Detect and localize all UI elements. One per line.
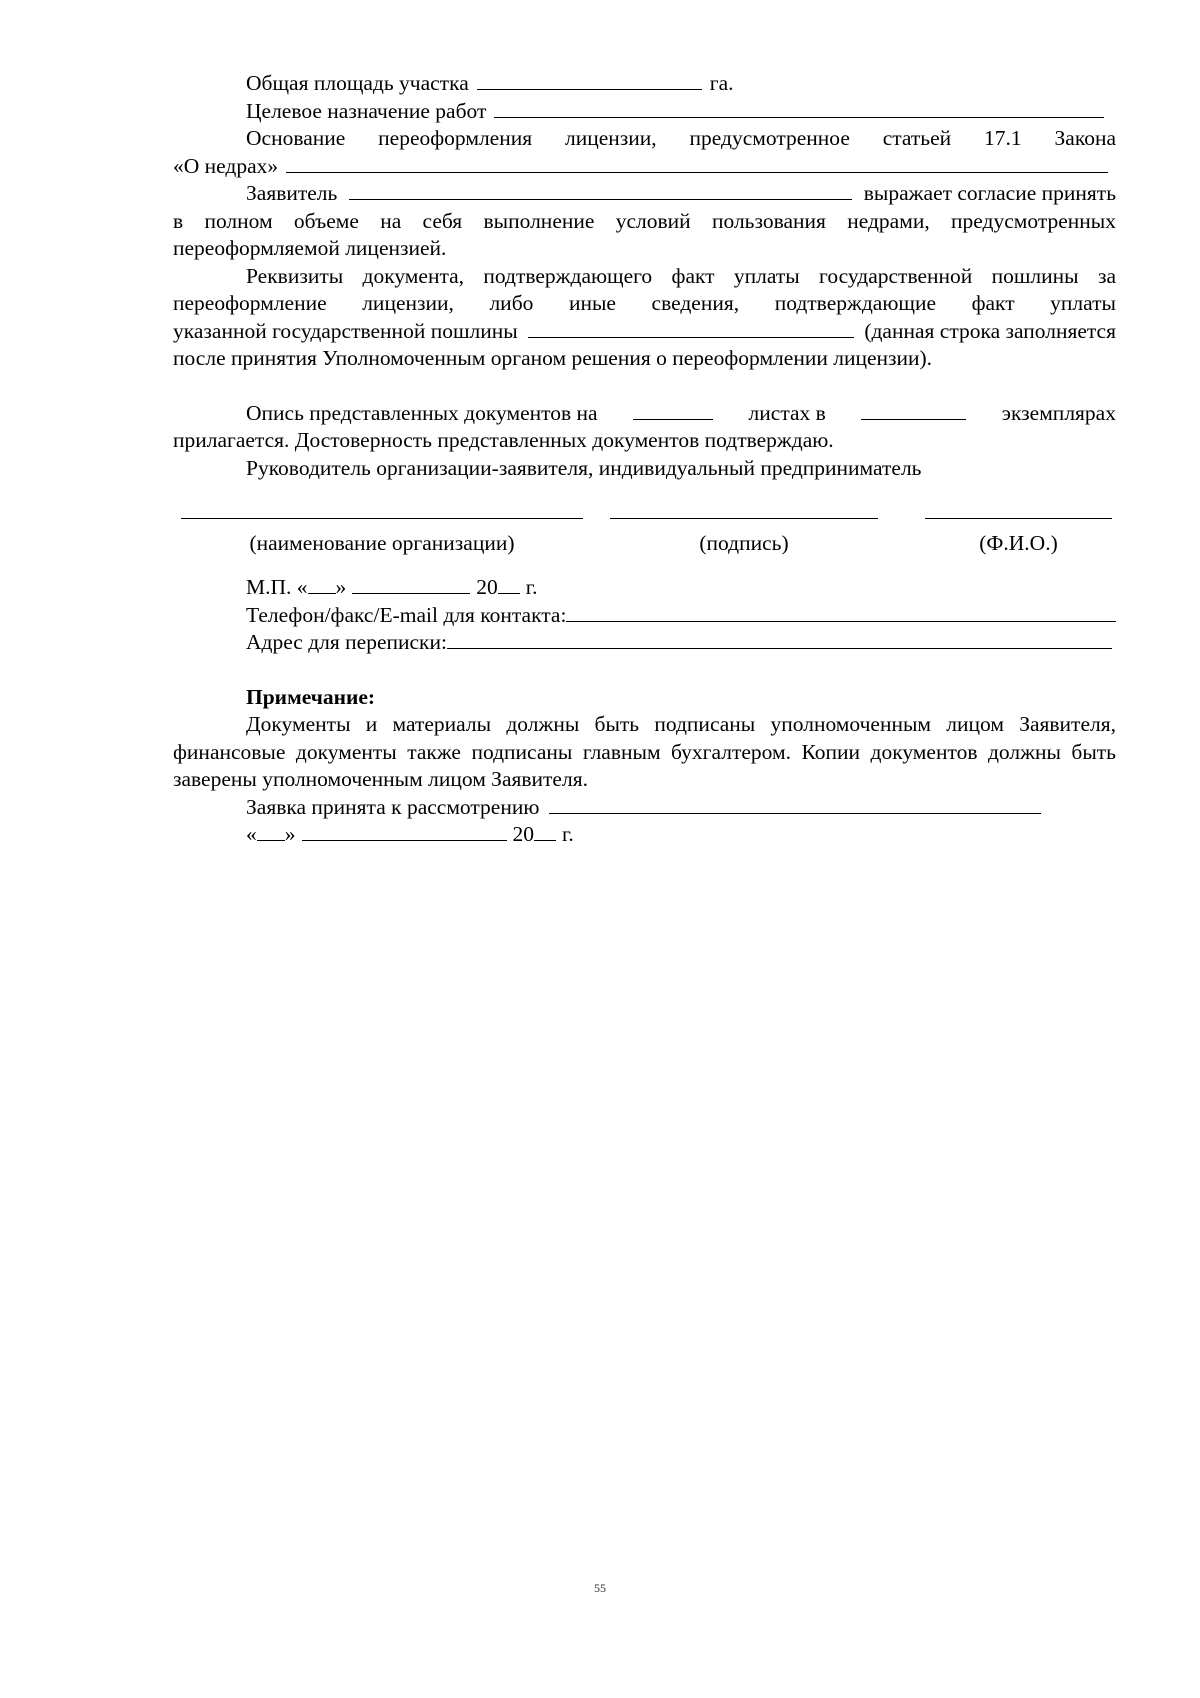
stamp-day-field[interactable]	[308, 574, 336, 594]
stamp-year-suffix: г.	[525, 575, 538, 599]
payment-field[interactable]	[528, 318, 855, 338]
purpose-field[interactable]	[494, 98, 1104, 118]
signature-field[interactable]	[610, 518, 878, 519]
head-text: Руководитель организации-заявителя, индивидуальный предприниматель	[246, 455, 922, 480]
applicant-label: Заявитель	[246, 181, 338, 205]
stamp-month-field[interactable]	[352, 574, 470, 594]
applicant-field[interactable]	[349, 180, 851, 200]
accepted-year-prefix: 20	[512, 822, 534, 846]
inventory-end: прилагается. Достоверность представленных документов подтверждаю.	[173, 428, 834, 452]
accepted-row	[173, 794, 1116, 822]
contact-row	[173, 602, 1116, 630]
basis-row	[173, 153, 1116, 181]
area-unit: га.	[709, 71, 734, 95]
applicant-tail: выражает согласие принять	[863, 181, 1116, 205]
stamp-date-row	[173, 574, 1116, 602]
purpose-label: Целевое назначение работ	[246, 98, 487, 123]
address-label: Адрес для переписки:	[246, 630, 447, 654]
inventory-sheets-field[interactable]	[633, 400, 713, 420]
inventory-label-b: листах в	[748, 400, 826, 425]
accepted-label: Заявка принята к рассмотрению	[246, 794, 540, 819]
note-title: Примечание:	[246, 684, 376, 709]
address-row	[173, 629, 1116, 657]
page-number: 55	[594, 1581, 606, 1595]
inventory-label-a: Опись представленных документов на	[246, 400, 598, 425]
org-name-caption: (наименование организации)	[249, 531, 515, 555]
basis-text: Основание переоформления лицензии, предусмотренное статьей 17.1 Закона	[246, 126, 1116, 150]
applicant-text: в полном объеме на себя выполнение условий пользования недрами, предусмотренных переоформляемой лицензией.	[173, 208, 1116, 260]
signature-block	[173, 504, 1116, 574]
org-name-field[interactable]	[181, 518, 583, 519]
basis-field[interactable]	[286, 153, 1108, 173]
payment-label: указанной государственной пошлины	[173, 318, 518, 343]
accepted-month-field[interactable]	[302, 821, 507, 841]
signature-caption: (подпись)	[699, 531, 789, 555]
stamp-mp: М.П. «	[246, 575, 308, 599]
area-row	[173, 70, 1116, 98]
accepted-field[interactable]	[549, 794, 1041, 814]
inventory-label-c: экземплярах	[1001, 400, 1116, 425]
payment-end: после принятия Уполномоченным органом решения о переоформлении лицензии).	[173, 346, 933, 370]
accepted-year-suffix: г.	[562, 822, 574, 846]
purpose-row	[173, 98, 1116, 126]
inventory-copies-field[interactable]	[861, 400, 966, 420]
accepted-date-row	[173, 821, 1116, 849]
payment-tail: (данная строка заполняется	[864, 318, 1116, 343]
area-label: Общая площадь участка	[246, 71, 469, 95]
accepted-open-quote: «	[246, 822, 257, 846]
fio-field[interactable]	[925, 518, 1112, 519]
accepted-year-field[interactable]	[534, 821, 556, 841]
basis-law-label: «О недрах»	[173, 153, 279, 178]
address-field[interactable]	[447, 629, 1112, 649]
stamp-close-quote: »	[335, 575, 347, 599]
area-field[interactable]	[477, 70, 702, 90]
note-text: Документы и материалы должны быть подписаны уполномоченным лицом Заявителя, финансовые документы также подписаны главным бухгалтером. Копии документов должны быть заверены уполномоченным лицом Заявителя.	[173, 712, 1116, 791]
accepted-close-quote: »	[284, 822, 296, 846]
accepted-day-field[interactable]	[257, 821, 285, 841]
applicant-row	[173, 180, 1116, 208]
application-form	[173, 70, 1116, 849]
payment-row	[173, 318, 1116, 346]
inventory-row	[173, 400, 1116, 428]
contact-label: Телефон/факс/E-mail для контакта:	[246, 602, 567, 627]
payment-text: Реквизиты документа, подтверждающего факт уплаты государственной пошлины за переоформление лицензии, либо иные сведения, подтверждающие факт уплаты	[173, 263, 1116, 315]
stamp-year-prefix: 20	[476, 575, 498, 599]
contact-field[interactable]	[566, 602, 1116, 622]
fio-caption: (Ф.И.О.)	[979, 531, 1058, 555]
stamp-year-field[interactable]	[498, 574, 520, 594]
